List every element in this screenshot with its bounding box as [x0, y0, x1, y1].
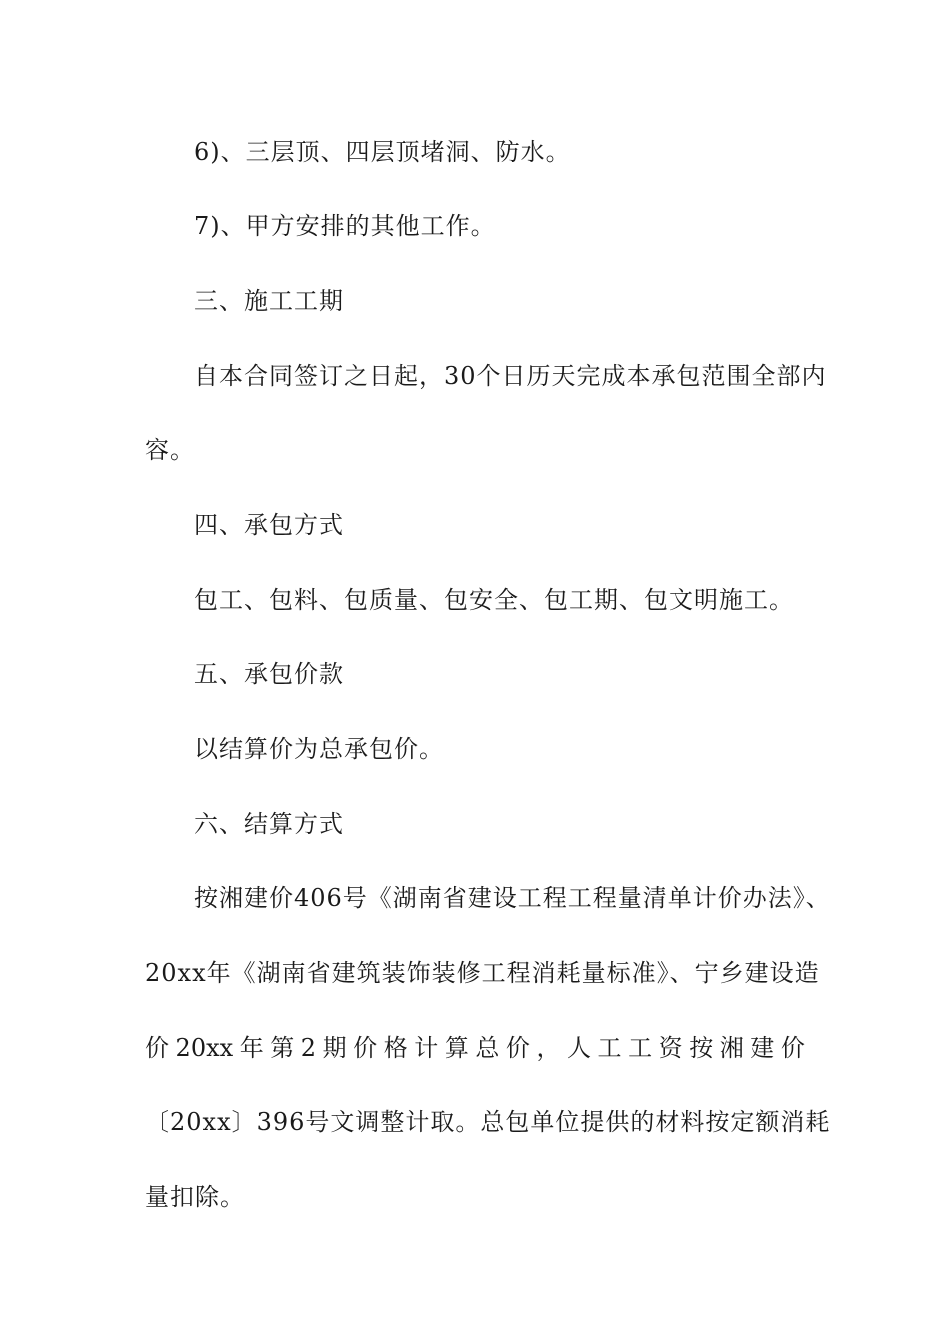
- justified-token: 2: [300, 1034, 317, 1062]
- section-4-heading: 四、承包方式: [194, 511, 344, 539]
- section-6-body-line-5: 量扣除。: [145, 1183, 245, 1211]
- justified-token: 价: [353, 1034, 378, 1062]
- justified-token: 湘: [719, 1034, 744, 1062]
- justified-token: 价: [145, 1034, 169, 1062]
- section-3-body-line-2: 容。: [145, 436, 195, 464]
- section-6-body-line-3: [145, 1032, 805, 1064]
- section-3-heading: 三、施工工期: [194, 287, 344, 315]
- section-6-heading: 六、结算方式: [194, 810, 344, 838]
- section-6-body-line-1: 按湘建价406号《湖南省建设工程工程量清单计价办法》、: [194, 884, 831, 912]
- section-5-heading: 五、承包价款: [194, 660, 344, 688]
- justified-token: 第: [270, 1034, 295, 1062]
- justified-token: 年: [239, 1034, 264, 1062]
- justified-token: 工: [597, 1034, 622, 1062]
- justified-token: 工: [628, 1034, 653, 1062]
- section-6-body-line-4: 〔20xx〕396号文调整计取。总包单位提供的材料按定额消耗: [145, 1108, 831, 1136]
- justified-token: 价: [505, 1034, 530, 1062]
- section-3-body-line-1: 自本合同签订之日起，30个日历天完成本承包范围全部内: [194, 362, 827, 390]
- justified-token: ，: [536, 1034, 561, 1062]
- justified-token: 格: [383, 1034, 408, 1062]
- justified-token: 建: [750, 1034, 775, 1062]
- justified-token: 价: [780, 1034, 805, 1062]
- clause-7-text: 7)、甲方安排的其他工作。: [194, 212, 496, 240]
- section-6-body-line-2: 20xx年《湖南省建筑装饰装修工程消耗量标准》、宁乡建设造: [145, 959, 820, 987]
- justified-token: 按: [689, 1034, 714, 1062]
- section-4-body: 包工、包料、包质量、包安全、包工期、包文明施工。: [194, 586, 794, 614]
- clause-6-text: 6)、三层顶、四层顶堵洞、防水。: [194, 138, 571, 166]
- section-5-body: 以结算价为总承包价。: [194, 735, 444, 763]
- justified-token: 期: [322, 1034, 347, 1062]
- justified-token: 计: [414, 1034, 439, 1062]
- justified-token: 总: [475, 1034, 500, 1062]
- justified-token: 20xx: [175, 1034, 234, 1062]
- justified-token: 算: [444, 1034, 469, 1062]
- justified-token: 人: [567, 1034, 591, 1062]
- justified-token: 资: [658, 1034, 683, 1062]
